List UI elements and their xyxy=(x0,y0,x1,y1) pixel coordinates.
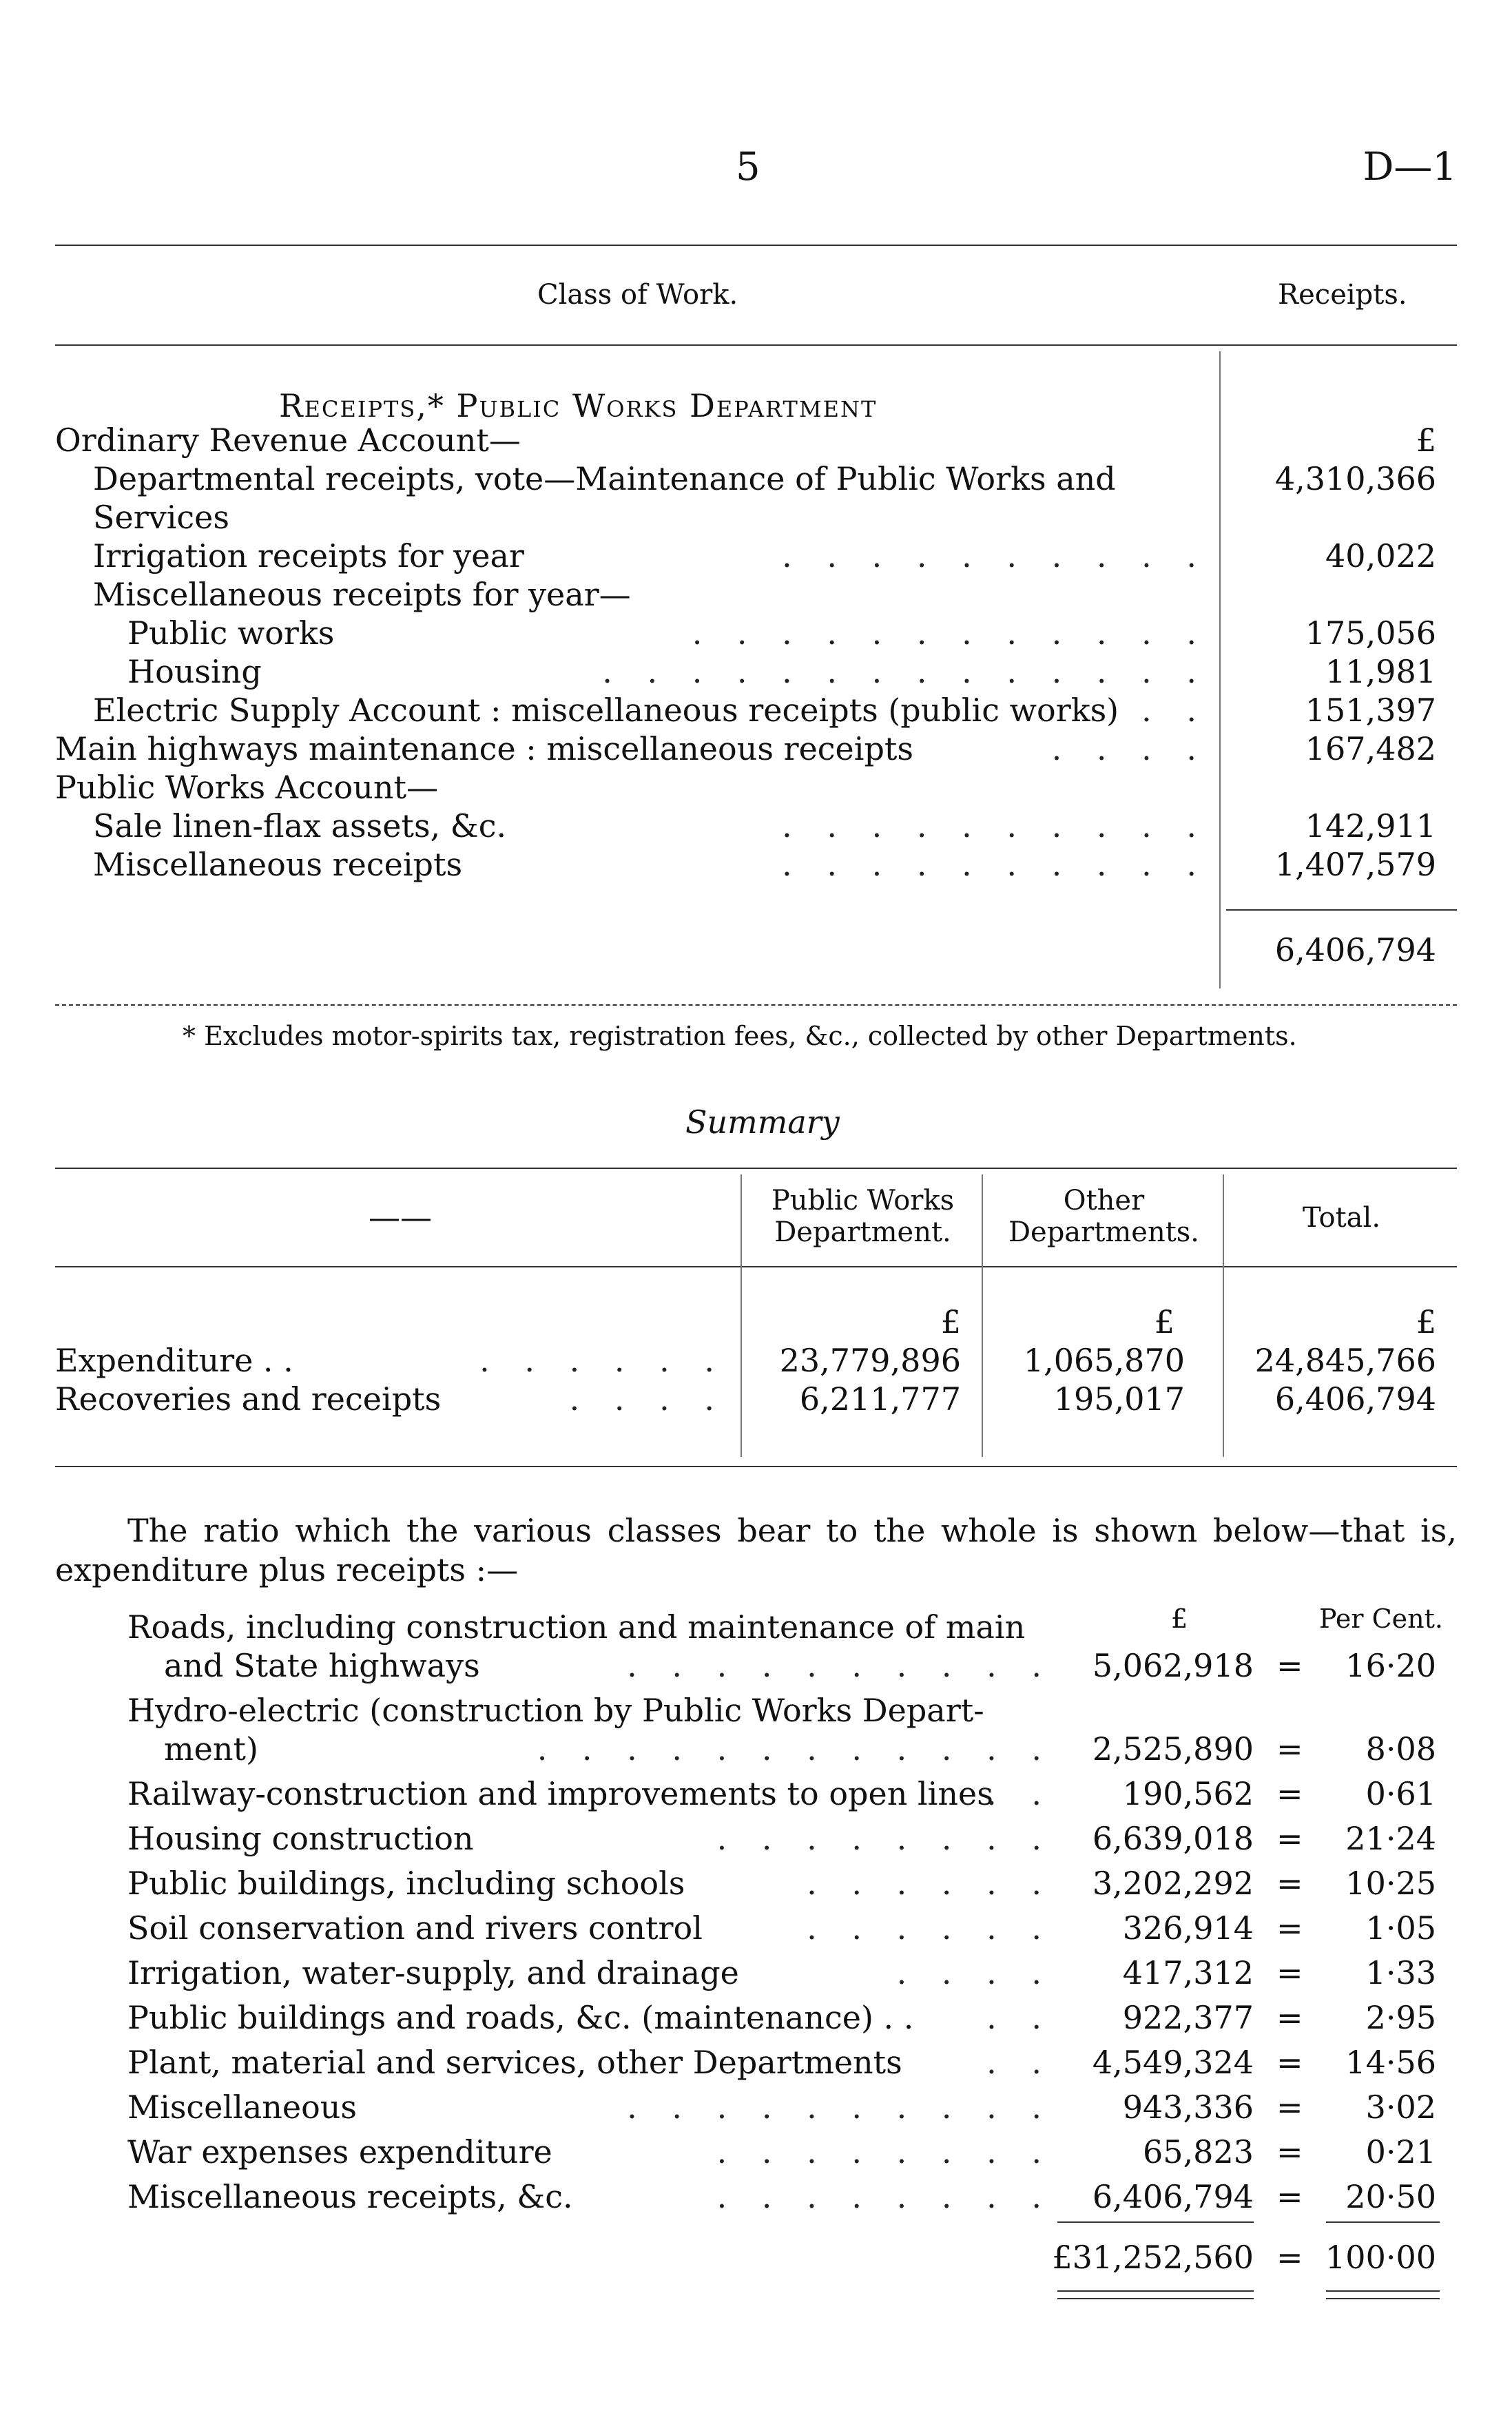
leader-dots: . . . . . . . . . . . . . . xyxy=(602,653,1209,690)
ratio-row-eq: = xyxy=(1276,2178,1303,2215)
ratio-row-label: Soil conservation and rivers control xyxy=(127,1909,703,1947)
page-number: 5 xyxy=(736,145,760,189)
ratio-row-amount: 65,823 xyxy=(1143,2133,1254,2170)
table-top-rule xyxy=(55,245,1457,246)
receipts-row-value: 4,310,366 xyxy=(1274,460,1436,497)
receipts-row-label: Miscellaneous receipts xyxy=(93,846,463,883)
leader-dots: . . . . xyxy=(569,1380,727,1418)
ratio-row-eq: = xyxy=(1276,1775,1303,1812)
leader-dots: . . . . . . . . . . xyxy=(782,846,1209,883)
ratio-row-eq: = xyxy=(1276,1865,1303,1902)
ratio-row-amount: 6,406,794 xyxy=(1092,2178,1254,2215)
ratio-row-label: Miscellaneous xyxy=(127,2089,358,2126)
leader-dots: . . . . xyxy=(1051,730,1209,767)
ratio-row-eq: = xyxy=(1276,1954,1303,1991)
ratio-row-amount: 922,377 xyxy=(1122,1999,1254,2036)
document-code: D—1 xyxy=(1363,145,1457,189)
ratio-row-label: Railway-construction and improvements to open lines xyxy=(127,1775,993,1812)
summary-pwd-value: 23,779,896 xyxy=(779,1342,961,1379)
summary-divider-1 xyxy=(741,1174,742,1457)
ratio-row-amount: 2,525,890 xyxy=(1092,1730,1254,1768)
ratio-intro-line2: expenditure plus receipts :— xyxy=(55,1551,519,1588)
summary-currency-total: £ xyxy=(1416,1303,1436,1340)
receipts-row-label: Ordinary Revenue Account— xyxy=(55,422,521,459)
receipts-row-label: Irrigation receipts for year xyxy=(93,537,524,574)
ratio-row-percent: 3·02 xyxy=(1365,2089,1436,2126)
leader-dots: . . . . . . xyxy=(807,1909,1054,1947)
receipts-column-divider xyxy=(1219,351,1221,988)
col-receipts-header: Receipts. xyxy=(1278,279,1407,311)
receipts-row-label: Housing xyxy=(127,653,262,690)
leader-dots: . . . . . . . . . . xyxy=(627,1647,1054,1684)
ratio-row-amount: 4,549,324 xyxy=(1092,2044,1254,2081)
col-other-header: Other Departments. xyxy=(1008,1185,1200,1248)
ratio-row-eq: = xyxy=(1276,1909,1303,1947)
ratio-percent-rule xyxy=(1326,2221,1440,2223)
summary-other-value: 1,065,870 xyxy=(1023,1342,1185,1379)
leader-dots: . . xyxy=(986,1999,1054,2036)
ratio-row-label: Public buildings and roads, &c. (maintenance) . . xyxy=(127,1999,914,2036)
ratio-row-eq: = xyxy=(1276,1999,1303,2036)
receipts-heading: Receipts,* Public Works Department xyxy=(279,387,878,424)
receipts-row-label: Public Works Account— xyxy=(55,769,438,806)
summary-total-value: 6,406,794 xyxy=(1274,1380,1436,1418)
summary-currency-other: £ xyxy=(1154,1303,1174,1340)
summary-top-rule xyxy=(55,1168,1457,1169)
ratio-row-label: Roads, including construction and maintenance of main xyxy=(127,1608,1026,1646)
ratio-row-percent: 20·50 xyxy=(1345,2178,1436,2215)
receipts-total: 6,406,794 xyxy=(1274,931,1436,968)
receipts-row-value: 151,397 xyxy=(1305,692,1436,729)
summary-divider-2 xyxy=(982,1174,983,1457)
ratio-row-eq: = xyxy=(1276,2044,1303,2081)
summary-row-label: Recoveries and receipts xyxy=(55,1380,442,1418)
ratio-row-percent: 0·61 xyxy=(1365,1775,1436,1812)
ratio-row-amount: 417,312 xyxy=(1122,1954,1254,1991)
summary-pwd-value: 6,211,777 xyxy=(799,1380,961,1418)
leader-dots: . . . . . . . . . . . . xyxy=(692,614,1209,652)
leader-dots: . . xyxy=(1141,692,1209,729)
ratio-row-amount: 6,639,018 xyxy=(1092,1820,1254,1857)
ratio-row-label: Miscellaneous receipts, &c. xyxy=(127,2178,573,2215)
ratio-row-eq: = xyxy=(1276,2089,1303,2126)
summary-other-value: 195,017 xyxy=(1053,1380,1185,1418)
ratio-row-label: Irrigation, water-supply, and drainage xyxy=(127,1954,739,1991)
ratio-amount-rule xyxy=(1057,2221,1254,2223)
receipts-row-value: 142,911 xyxy=(1305,807,1436,845)
summary-row-label: Expenditure . . xyxy=(55,1342,293,1379)
receipts-currency: £ xyxy=(1416,422,1436,459)
receipts-row-value: 167,482 xyxy=(1305,730,1436,767)
leader-dots: . . xyxy=(986,1775,1054,1812)
ratio-total-underline-4 xyxy=(1326,2298,1440,2299)
leader-dots: . . . . . . . . . . xyxy=(782,807,1209,845)
ratio-total-underline-1 xyxy=(1057,2290,1254,2292)
ratio-row-percent: 10·25 xyxy=(1345,1865,1436,1902)
leader-dots: . . . . . . . . xyxy=(716,2178,1054,2215)
ratio-row-percent: 16·20 xyxy=(1345,1647,1436,1684)
ratio-row-eq: = xyxy=(1276,1647,1303,1684)
leader-dots: . . . . xyxy=(896,1954,1054,1991)
ratio-row-amount: 5,062,918 xyxy=(1092,1647,1254,1684)
ratio-row-percent: 0·21 xyxy=(1365,2133,1436,2170)
receipts-total-rule xyxy=(1226,909,1457,911)
footnote: * Excludes motor-spirits tax, registration fees, &c., collected by other Departments. xyxy=(183,1021,1297,1051)
receipts-row-value: 40,022 xyxy=(1325,537,1436,574)
ratio-row-label: War expenses expenditure xyxy=(127,2133,552,2170)
leader-dots: . . . . . . . . . . xyxy=(782,537,1209,574)
ratio-col-percent: Per Cent. xyxy=(1319,1604,1443,1634)
ratio-total-percent: 100·00 xyxy=(1325,2239,1436,2276)
ratio-col-amount: £ xyxy=(1171,1604,1188,1634)
ratio-total-eq: = xyxy=(1276,2239,1303,2276)
ratio-row-eq: = xyxy=(1276,2133,1303,2170)
summary-title: Summary xyxy=(685,1103,840,1141)
receipts-row-label: Miscellaneous receipts for year— xyxy=(93,576,631,613)
summary-bottom-rule xyxy=(55,1466,1457,1467)
ratio-intro-line1: The ratio which the various classes bear to the whole is shown below—that is, xyxy=(127,1512,1457,1549)
leader-dots: . . . . . . xyxy=(479,1342,727,1379)
receipts-row-label: Main highways maintenance : miscellaneous receipts xyxy=(55,730,914,767)
receipts-row-value: 1,407,579 xyxy=(1274,846,1436,883)
ratio-row-percent: 1·05 xyxy=(1365,1909,1436,1947)
receipts-row-label: Departmental receipts, vote—Maintenance of Public Works and xyxy=(93,460,1116,497)
ratio-row-amount: 943,336 xyxy=(1122,2089,1254,2126)
summary-blank-col: —— xyxy=(369,1199,432,1236)
ratio-row-percent: 8·08 xyxy=(1365,1730,1436,1768)
receipts-row-label: Electric Supply Account : miscellaneous receipts (public works) xyxy=(93,692,1119,729)
summary-currency-pwd: £ xyxy=(940,1303,961,1340)
col-pwd-header: Public Works Department. xyxy=(771,1185,955,1248)
ratio-row-eq: = xyxy=(1276,1730,1303,1768)
ratio-row-label: Public buildings, including schools xyxy=(127,1865,685,1902)
col-class-header: Class of Work. xyxy=(537,279,738,311)
summary-header-rule xyxy=(55,1266,1457,1267)
ratio-row-label-cont: ment) xyxy=(164,1730,258,1768)
ratio-row-label: Housing construction xyxy=(127,1820,474,1857)
ratio-row-amount: 3,202,292 xyxy=(1092,1865,1254,1902)
col-total-header: Total. xyxy=(1302,1202,1381,1234)
ratio-row-percent: 14·56 xyxy=(1345,2044,1436,2081)
leader-dots: . . . . . . . . xyxy=(716,1820,1054,1857)
summary-divider-3 xyxy=(1223,1174,1224,1457)
ratio-row-label-cont: and State highways xyxy=(164,1647,480,1684)
leader-dots: . . xyxy=(986,2044,1054,2081)
ratio-row-amount: 190,562 xyxy=(1122,1775,1254,1812)
ratio-row-amount: 326,914 xyxy=(1122,1909,1254,1947)
ratio-row-percent: 21·24 xyxy=(1345,1820,1436,1857)
ratio-total-amount: £31,252,560 xyxy=(1052,2239,1254,2276)
receipts-row-label: Sale linen-flax assets, &c. xyxy=(93,807,507,845)
header-bottom-rule xyxy=(55,344,1457,346)
receipts-row-label: Services xyxy=(93,499,230,536)
ratio-row-percent: 2·95 xyxy=(1365,1999,1436,2036)
ratio-total-underline-2 xyxy=(1057,2298,1254,2299)
leader-dots: . . . . . . xyxy=(807,1865,1054,1902)
ratio-row-label: Plant, material and services, other Departments xyxy=(127,2044,902,2081)
ratio-total-underline-3 xyxy=(1326,2290,1440,2292)
table-bottom-rule xyxy=(55,1004,1457,1006)
summary-total-value: 24,845,766 xyxy=(1254,1342,1436,1379)
ratio-row-eq: = xyxy=(1276,1820,1303,1857)
ratio-row-percent: 1·33 xyxy=(1365,1954,1436,1991)
ratio-row-label: Hydro-electric (construction by Public Works Depart- xyxy=(127,1692,984,1729)
receipts-row-value: 175,056 xyxy=(1305,614,1436,652)
receipts-row-value: 11,981 xyxy=(1325,653,1436,690)
leader-dots: . . . . . . . . . . . . xyxy=(537,1730,1054,1768)
leader-dots: . . . . . . . . xyxy=(716,2133,1054,2170)
receipts-row-label: Public works xyxy=(127,614,335,652)
leader-dots: . . . . . . . . . . xyxy=(627,2089,1054,2126)
